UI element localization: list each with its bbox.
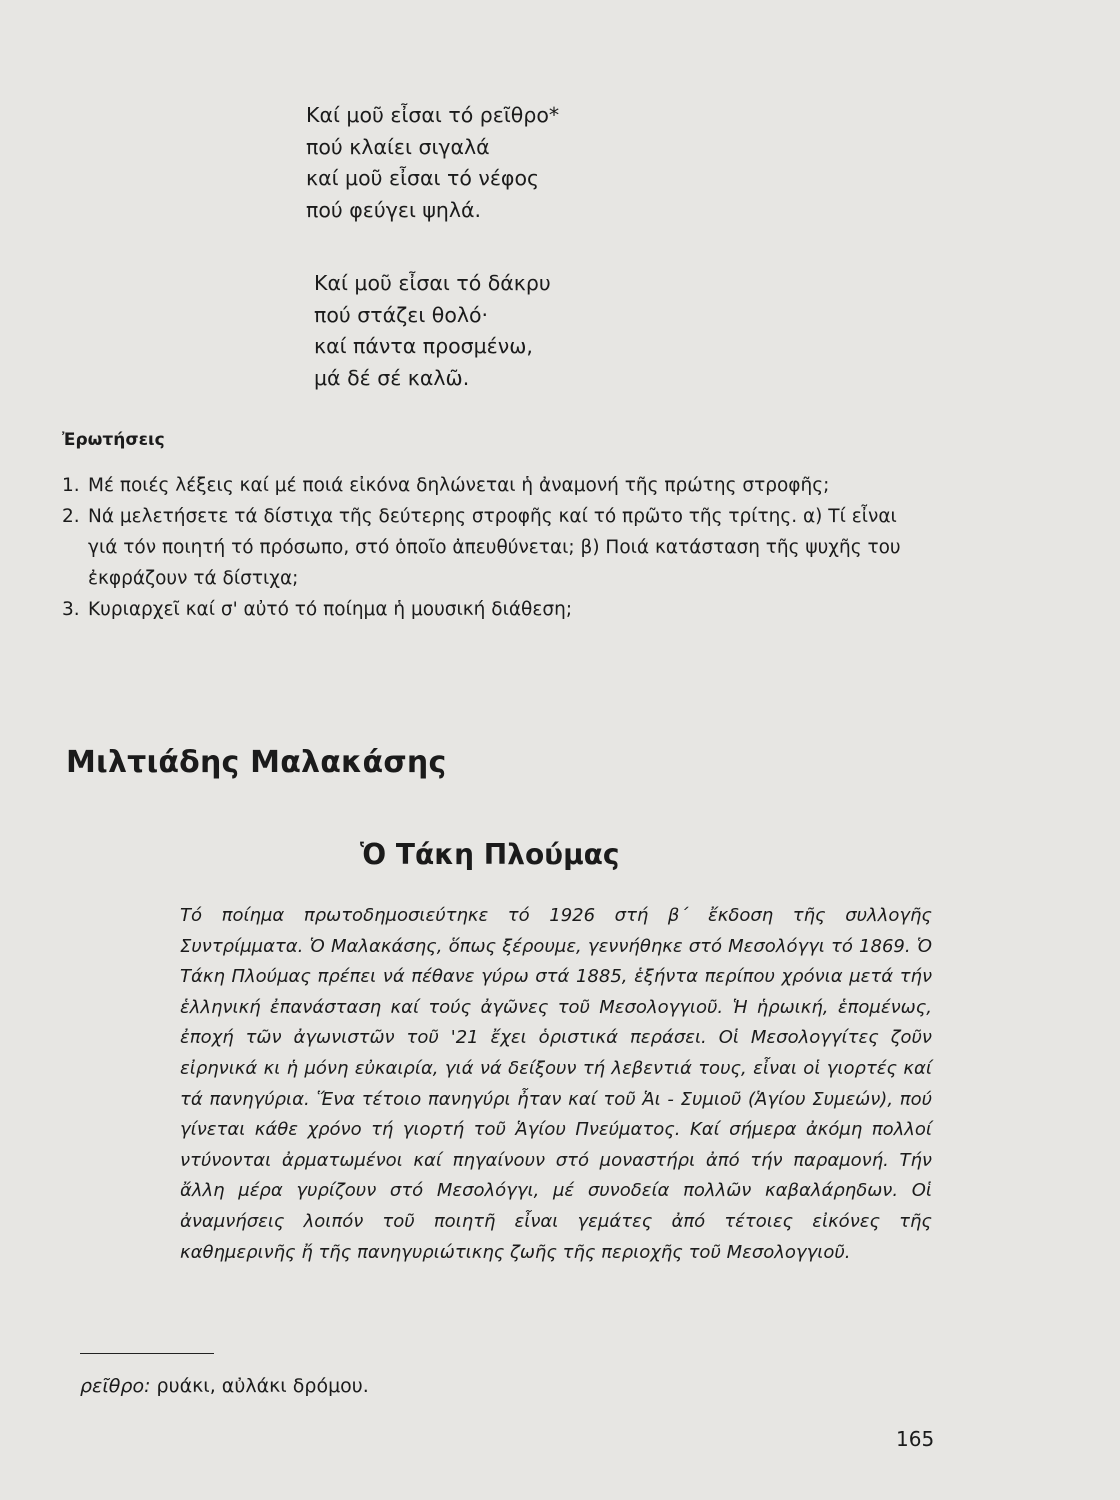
poem-title: Ὁ Τάκη Πλούμας	[360, 838, 620, 871]
poem-stanza-2	[314, 268, 834, 394]
poem-stanza-1	[306, 100, 826, 226]
poem-line: Καί μοῦ εἶσαι τό δάκρυ	[314, 271, 551, 295]
question-text: Νά μελετήσετε τά δίστιχα τῆς δεύτερης στροφῆς καί τό πρῶτο τῆς τρίτης. α) Τί εἶναι γιά τόν ποιητή τό πρόσωπο, στό ὁποῖο ἀπευθύνεται; β) Ποιά κατάσταση τῆς ψυχῆς του ἐκφράζουν τά δίστιχα;	[88, 506, 901, 589]
questions-heading: Ἐρωτήσεις	[62, 430, 165, 450]
question-item	[62, 594, 930, 625]
poem-line: μά δέ σέ καλῶ.	[314, 365, 470, 390]
footnote-term: ρεῖθρο:	[80, 1375, 151, 1397]
footnote	[80, 1375, 369, 1397]
poem-line: πού στάζει θολό·	[314, 302, 489, 327]
question-item	[62, 470, 930, 501]
question-number: 1.	[62, 475, 80, 496]
question-number: 3.	[62, 599, 80, 620]
poem-line: καί πάντα προσμένω,	[314, 334, 533, 358]
page-number: 165	[896, 1427, 935, 1451]
question-number: 2.	[62, 506, 80, 527]
question-text: Μέ ποιές λέξεις καί μέ ποιά εἰκόνα δηλώνεται ἡ ἀναμονή τῆς πρώτης στροφῆς;	[88, 475, 830, 496]
questions-list	[62, 470, 930, 625]
intro-paragraph: Τό ποίημα πρωτοδημοσιεύτηκε τό 1926 στή β΄ ἔκδοση τῆς συλλογῆς Συντρίμματα. Ὁ Μαλακάσης, ὅπως ξέρουμε, γεννήθηκε στό Μεσολόγγι τό 1869. Ὁ Τάκη Πλούμας πρέπει νά πέθανε γύρω στά 1885, ἑξήντα περίπου χρόνια μετά τήν ἑλληνική ἐπανάσταση καί τούς ἀγῶνες τοῦ Μεσολογγιοῦ. Ἡ ἡρωική, ἑπομένως, ἐποχή τῶν ἀγωνιστῶν τοῦ '21 ἔχει ὁριστικά περάσει. Οἱ Μεσολογγίτες ζοῦν εἰρηνικά κι ἡ μόνη εὐκαιρία, γιά νά δείξουν τή λεβεντιά τους, εἶναι οἱ γιορτές καί τά πανηγύρια. Ἕνα τέτοιο πανηγύρι ἦταν καί τοῦ Ἁι - Συμιοῦ (Ἁγίου Συμεών), πού γίνεται κάθε χρόνο τή γιορτή τοῦ Ἁγίου Πνεύματος. Καί σήμερα ἀκόμη πολλοί ντύνονται ἀρματωμένοι καί πηγαίνουν στό μοναστήρι ἀπό τήν παραμονή. Τήν ἄλλη μέρα γυρίζουν στό Μεσολόγγι, μέ συνοδεία πολλῶν καβαλάρηδων. Οἱ ἀναμνήσεις λοιπόν τοῦ ποιητῆ εἶναι γεμάτες ἀπό τέτοιες εἰκόνες τῆς καθημερινῆς ἤ τῆς πανηγυριώτικης ζωῆς τῆς περιοχῆς τοῦ Μεσολογγιοῦ.	[180, 905, 932, 1263]
poem-line: καί μοῦ εἶσαι τό νέφος	[306, 166, 540, 190]
author-heading: Μιλτιάδης Μαλακάσης	[66, 745, 447, 780]
footnote-divider	[80, 1353, 214, 1354]
poem-line: πού φεύγει ψηλά.	[306, 197, 482, 222]
question-text: Κυριαρχεῖ καί σ' αὐτό τό ποίημα ἡ μουσική διάθεση;	[88, 599, 573, 620]
question-item	[62, 501, 930, 594]
poem-line: Καί μοῦ εἶσαι τό ρεῖθρο*	[306, 103, 560, 127]
footnote-definition: ρυάκι, αὐλάκι δρόμου.	[150, 1375, 369, 1397]
poem-line: πού κλαίει σιγαλά	[306, 134, 490, 159]
